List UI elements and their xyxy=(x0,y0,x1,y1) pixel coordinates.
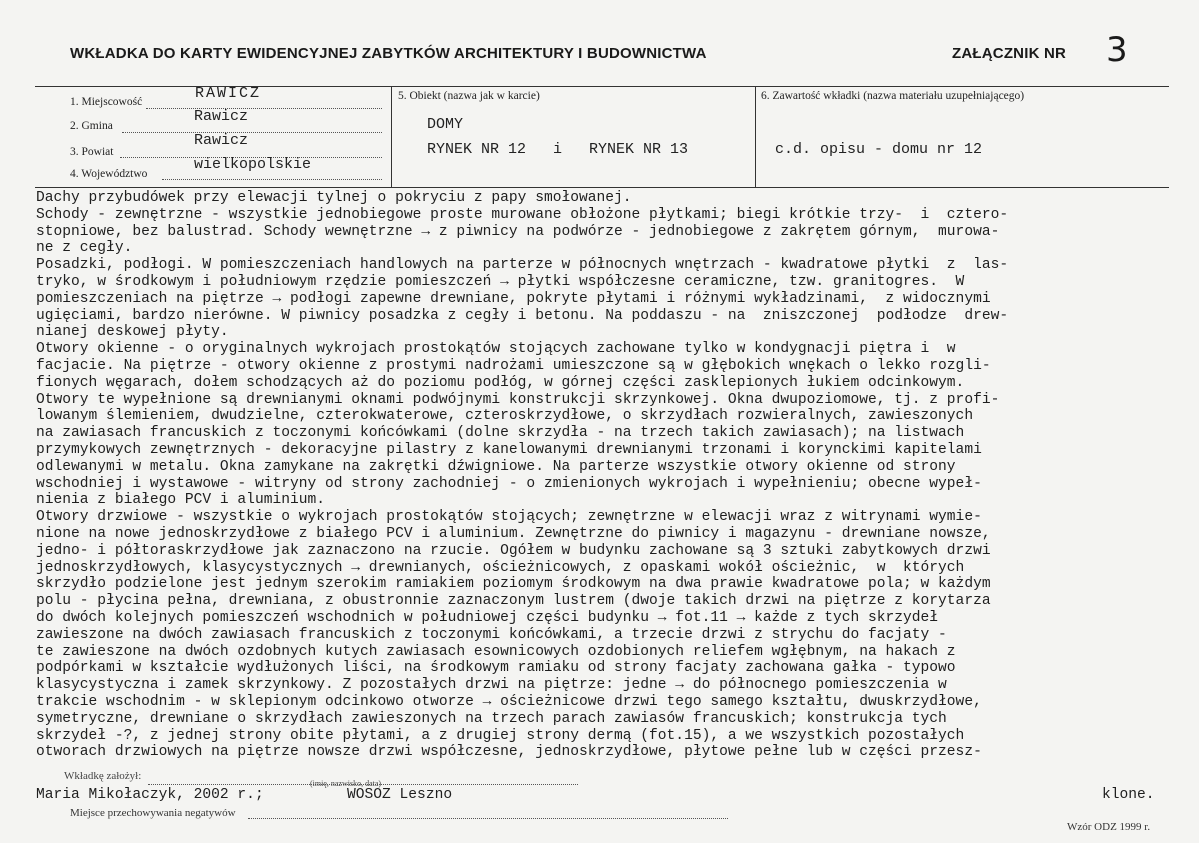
locality-value: RAWICZ xyxy=(195,85,262,102)
locality-label: 1. Miejscowość xyxy=(70,96,143,108)
body-line: symetryczne, drewniane o skrzydłach zawieszonych na trzech parach zawiasów francuskich; konstrukcja tych xyxy=(36,710,947,727)
body-line: Otwory okienne - o oryginalnych wykrojach prostokątów stojących zachowane tylko w kondygnacji piętra i w xyxy=(36,341,956,358)
locality-dotline xyxy=(146,108,382,109)
body-line: te zawieszone na dwóch ozdobnych kutych zawiasach esownicowych ozdobionych reliefem wgłębnym, na hakach z xyxy=(36,643,956,660)
body-line: nione na nowe jednoskrzydłowe z białego PCV i aluminium. Zewnętrzne do piwnicy i magazynu - drewniane nowsze, xyxy=(36,525,991,542)
object-line-1: DOMY xyxy=(427,116,464,133)
body-line: polu - płycina pełna, drewniana, z obustronnie zaznaczonym lustrem (dwoje takich drzwi na piętrze z korytarza xyxy=(36,593,991,610)
commune-dotline xyxy=(122,132,382,133)
body-line: Dachy przybudówek przy elewacji tylnej o pokryciu z papy smołowanej. xyxy=(36,190,632,206)
attachment-label: ZAŁĄCZNIK NR xyxy=(952,45,1067,62)
form-header-bottom-rule xyxy=(35,187,1169,188)
province-dotline xyxy=(162,179,382,180)
object-label: 5. Obiekt (nazwa jak w karcie) xyxy=(398,90,540,102)
county-label: 3. Powiat xyxy=(70,146,114,158)
field-divider-2 xyxy=(755,86,756,187)
attachment-number: 3 xyxy=(1106,30,1128,70)
body-line: na zawiasach francuskich z toczonymi końcówkami (dolne skrzydła - na trzech takich zawiasach); na listwach xyxy=(36,425,965,442)
body-line: stopniowe, bez balustrad. Schody wewnętrzne → z piwnicy na podwórze - jednobiegowe z zakrętem górnym, murowa- xyxy=(36,223,1000,240)
negatives-dotline xyxy=(248,818,728,819)
name-date-hint: (imię, nazwisko, data) xyxy=(310,779,382,788)
body-line: wschodniej i wystawowe - witryny od strony zachodniej - o zmienionych wykrojach i wypełnieniu; obecne wypeł- xyxy=(36,475,982,492)
author-name: Maria Mikołaczyk, 2002 r.; xyxy=(36,787,264,803)
body-line: odlewanymi w metalu. Okna zamykane na zakrętki dźwigniowe. Na parterze wszystkie otwory okienne od strony xyxy=(36,458,956,475)
body-line: nianej deskowej płyty. xyxy=(36,324,229,341)
body-line: klasycystyczna i zamek skrzynkowy. Z pozostałych drzwi na piętrze: jedne → do północnego pomieszczenia w xyxy=(36,677,947,694)
province-label: 4. Województwo xyxy=(70,168,148,180)
description-body xyxy=(36,190,1170,761)
body-line: jedno- i półtoraskrzydłowe jak zaznaczono na rzucie. Ogółem w budynku zachowane są 3 sztuki zabytkowych drzwi xyxy=(36,542,991,559)
body-line: ne z cegły. xyxy=(36,240,133,257)
contents-value: c.d. opisu - domu nr 12 xyxy=(775,141,983,158)
body-line: pomieszczeniach na piętrze → podłogi zapewne drewniane, pokryte płytami i różnymi wykładzinami, z widocznymi xyxy=(36,290,991,307)
province-value: wielkopolskie xyxy=(194,156,312,173)
commune-value: Rawicz xyxy=(194,108,249,125)
body-line: Otwory te wypełnione są drewnianymi oknami podwójnymi konstrukcji skrzynkowej. Okna dwupoziomowe, tj. z profi- xyxy=(36,391,1000,408)
prepared-by-label: Wkładkę założył: xyxy=(64,770,142,782)
office-name: WOSOZ Leszno xyxy=(347,787,453,803)
form-id: Wzór ODZ 1999 r. xyxy=(1067,821,1151,833)
body-line: przymykowych zewnętrznych - dekoracyjne pilastry z kanelowanymi drewnianymi trzonami i korynckimi kapitelami xyxy=(36,441,982,458)
negatives-label: Miejsce przechowywania negatywów xyxy=(70,807,236,819)
body-line: Schody - zewnętrzne - wszystkie jednobiegowe proste murowane obłożone płytkami; biegi krótkie trzy- i cztero- xyxy=(36,206,1009,223)
body-line: otworach drzwiowych na piętrze nowsze drzwi współczesne, jednoskrzydłowe, płytowe pełne lub w części przesz- xyxy=(36,744,982,761)
body-line: skrzydło podzielone jest jednym szerokim ramiakiem poziomym środkowym na dwa prawie kwadratowe pola; w każdym xyxy=(36,576,991,593)
county-value: Rawicz xyxy=(194,132,249,149)
body-line: tryko, w środkowym i południowym rzędzie pomieszczeń → płytki współczesne ceramiczne, tzw. granitogres. W xyxy=(36,273,965,290)
body-line: nienia z białego PCV i aluminium. xyxy=(36,492,326,509)
body-line: jednoskrzydłowych, klasycystycznych → drewnianych, ościeżnicowych, z opaskami wokół ościeżnic, w których xyxy=(36,559,965,576)
contents-label: 6. Zawartość wkładki (nazwa materiału uzupełniającego) xyxy=(761,90,1025,102)
body-line: Otwory drzwiowe - wszystkie o wykrojach prostokątów stojących; zewnętrzne w elewacji wraz z witrynami wymie- xyxy=(36,509,982,526)
body-line: facjacie. Na piętrze - otwory okienne z prostymi nadrożami umieszczone są w głębokich wnękach o lekko rozgli- xyxy=(36,357,991,374)
body-line: podpórkami w kształcie wydłużonych liści, na środkowym ramiaku od strony facjaty zachowana gałka - typowo xyxy=(36,660,956,677)
last-word: klone. xyxy=(1102,787,1155,803)
object-line-2: RYNEK NR 12 i RYNEK NR 13 xyxy=(427,141,689,158)
body-line: lowanym ślemieniem, dwudzielne, czterokwaterowe, czteroskrzydłowe, o skrzydłach rozwieralnych, zawieszonych xyxy=(36,408,974,425)
commune-label: 2. Gmina xyxy=(70,120,113,132)
field-divider-1 xyxy=(391,86,392,187)
body-line: skrzydeł -?, z jednej strony obite płytami, a z drugiej strony dermą (fot.15), a we wszystkich pozostałych xyxy=(36,727,965,744)
form-title: WKŁADKA DO KARTY EWIDENCYJNEJ ZABYTKÓW ARCHITEKTURY I BUDOWNICTWA xyxy=(70,45,707,62)
body-line: fionych węgarach, dołem schodzących aż do poziomu podłóg, w górnej części zasklepionych łukiem odcinkowym. xyxy=(36,374,965,391)
body-line: ugięciami, bardzo nierówne. W piwnicy posadzka z cegły i betonu. Na poddaszu - na zniszczonej podłodze drew- xyxy=(36,307,1009,324)
body-line: zawieszone na dwóch zawiasach francuskich z toczonymi końcówkami, a trzecie drzwi z strychu do facjaty - xyxy=(36,626,947,643)
body-line: trakcie wschodnim - w sklepionym odcinkowo otworze → ościeżnicowe drzwi tego samego kształtu, dwuskrzydłowe, xyxy=(36,693,982,710)
body-line: Posadzki, podłogi. W pomieszczeniach handlowych na parterze w północnych wnętrzach - kwadratowe płytki z las- xyxy=(36,257,1009,274)
body-line: do dwóch kolejnych pomieszczeń wschodnich w południowej części budynku → fot.11 → każde z tych skrzydeł xyxy=(36,609,939,626)
